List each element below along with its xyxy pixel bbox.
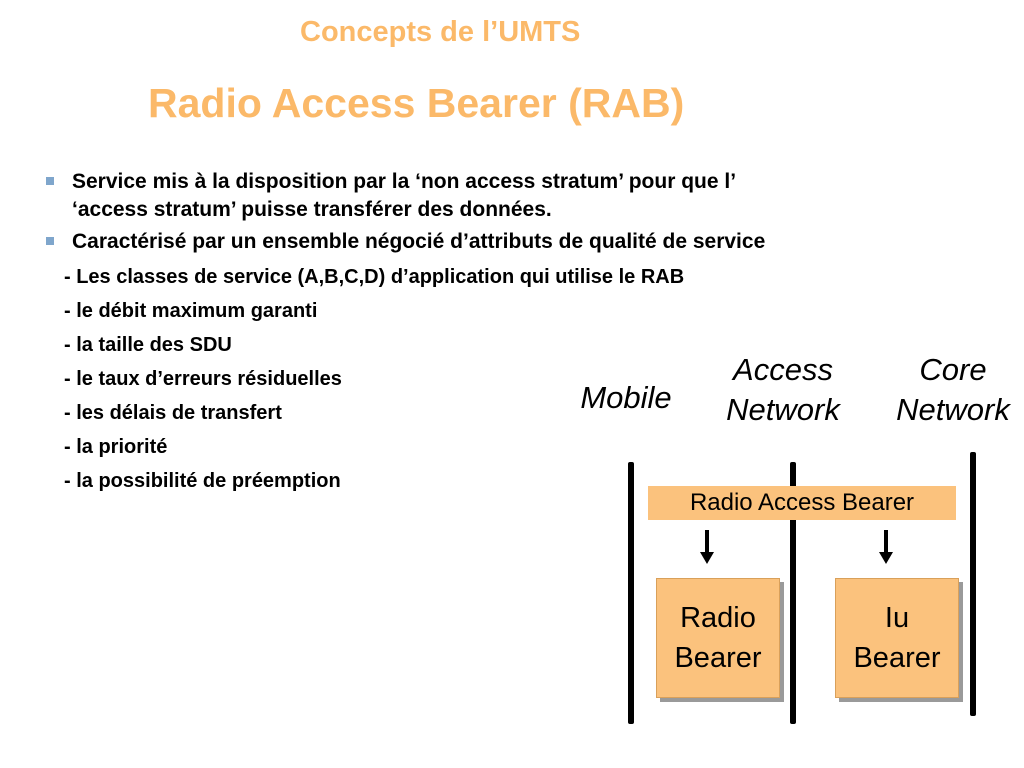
slide-subtitle: Concepts de l’UMTS — [300, 16, 581, 48]
slide-title: Radio Access Bearer (RAB) — [148, 80, 685, 126]
core-network-label-line-2: Network — [896, 392, 1010, 427]
radio-access-bearer-banner: Radio Access Bearer — [648, 486, 956, 520]
bullet-service-line-1: Service mis à la disposition par la ‘non access stratum’ pour que l’ — [72, 170, 737, 193]
core-network-boundary-line — [970, 452, 976, 716]
attribute-item: - Les classes de service (A,B,C,D) d’application qui utilise le RAB — [64, 266, 685, 288]
square-bullet-icon — [46, 177, 54, 185]
down-arrow-icon — [879, 552, 893, 564]
radio-bearer-box — [656, 578, 780, 698]
bullet-list — [46, 168, 946, 498]
bullet-qos-line: Caractérisé par un ensemble négocié d’attributs de qualité de service — [72, 230, 766, 253]
attribute-item: - la taille des SDU — [64, 334, 232, 356]
attribute-item: - les délais de transfert — [64, 402, 282, 424]
core-network-label — [886, 350, 1020, 430]
down-arrow-icon — [700, 552, 714, 564]
radio-bearer-line-1: Radio — [680, 602, 756, 634]
attribute-item: - la possibilité de préemption — [64, 470, 341, 492]
core-network-label-line-1: Core — [919, 352, 987, 387]
iu-bearer-box — [835, 578, 959, 698]
attribute-item: - le débit maximum garanti — [64, 300, 318, 322]
mobile-label: Mobile — [580, 380, 672, 415]
bullet-qos — [46, 228, 946, 256]
access-network-label-line-2: Network — [726, 392, 840, 427]
iu-bearer-arrow-shaft — [884, 530, 888, 554]
attribute-item: - le taux d’erreurs résiduelles — [64, 368, 342, 390]
radio-bearer-arrow-shaft — [705, 530, 709, 554]
square-bullet-icon — [46, 237, 54, 245]
mobile-boundary-line — [628, 462, 634, 724]
radio-bearer-line-2: Bearer — [674, 642, 762, 674]
bullet-service-line-2: ‘access stratum’ puisse transférer des données. — [72, 198, 552, 221]
access-network-label-line-1: Access — [733, 352, 833, 387]
attribute-item: - la priorité — [64, 436, 168, 458]
access-network-label — [714, 350, 852, 430]
iu-bearer-line-1: Iu — [884, 602, 910, 634]
iu-bearer-line-2: Bearer — [853, 642, 941, 674]
bullet-service — [46, 168, 946, 224]
